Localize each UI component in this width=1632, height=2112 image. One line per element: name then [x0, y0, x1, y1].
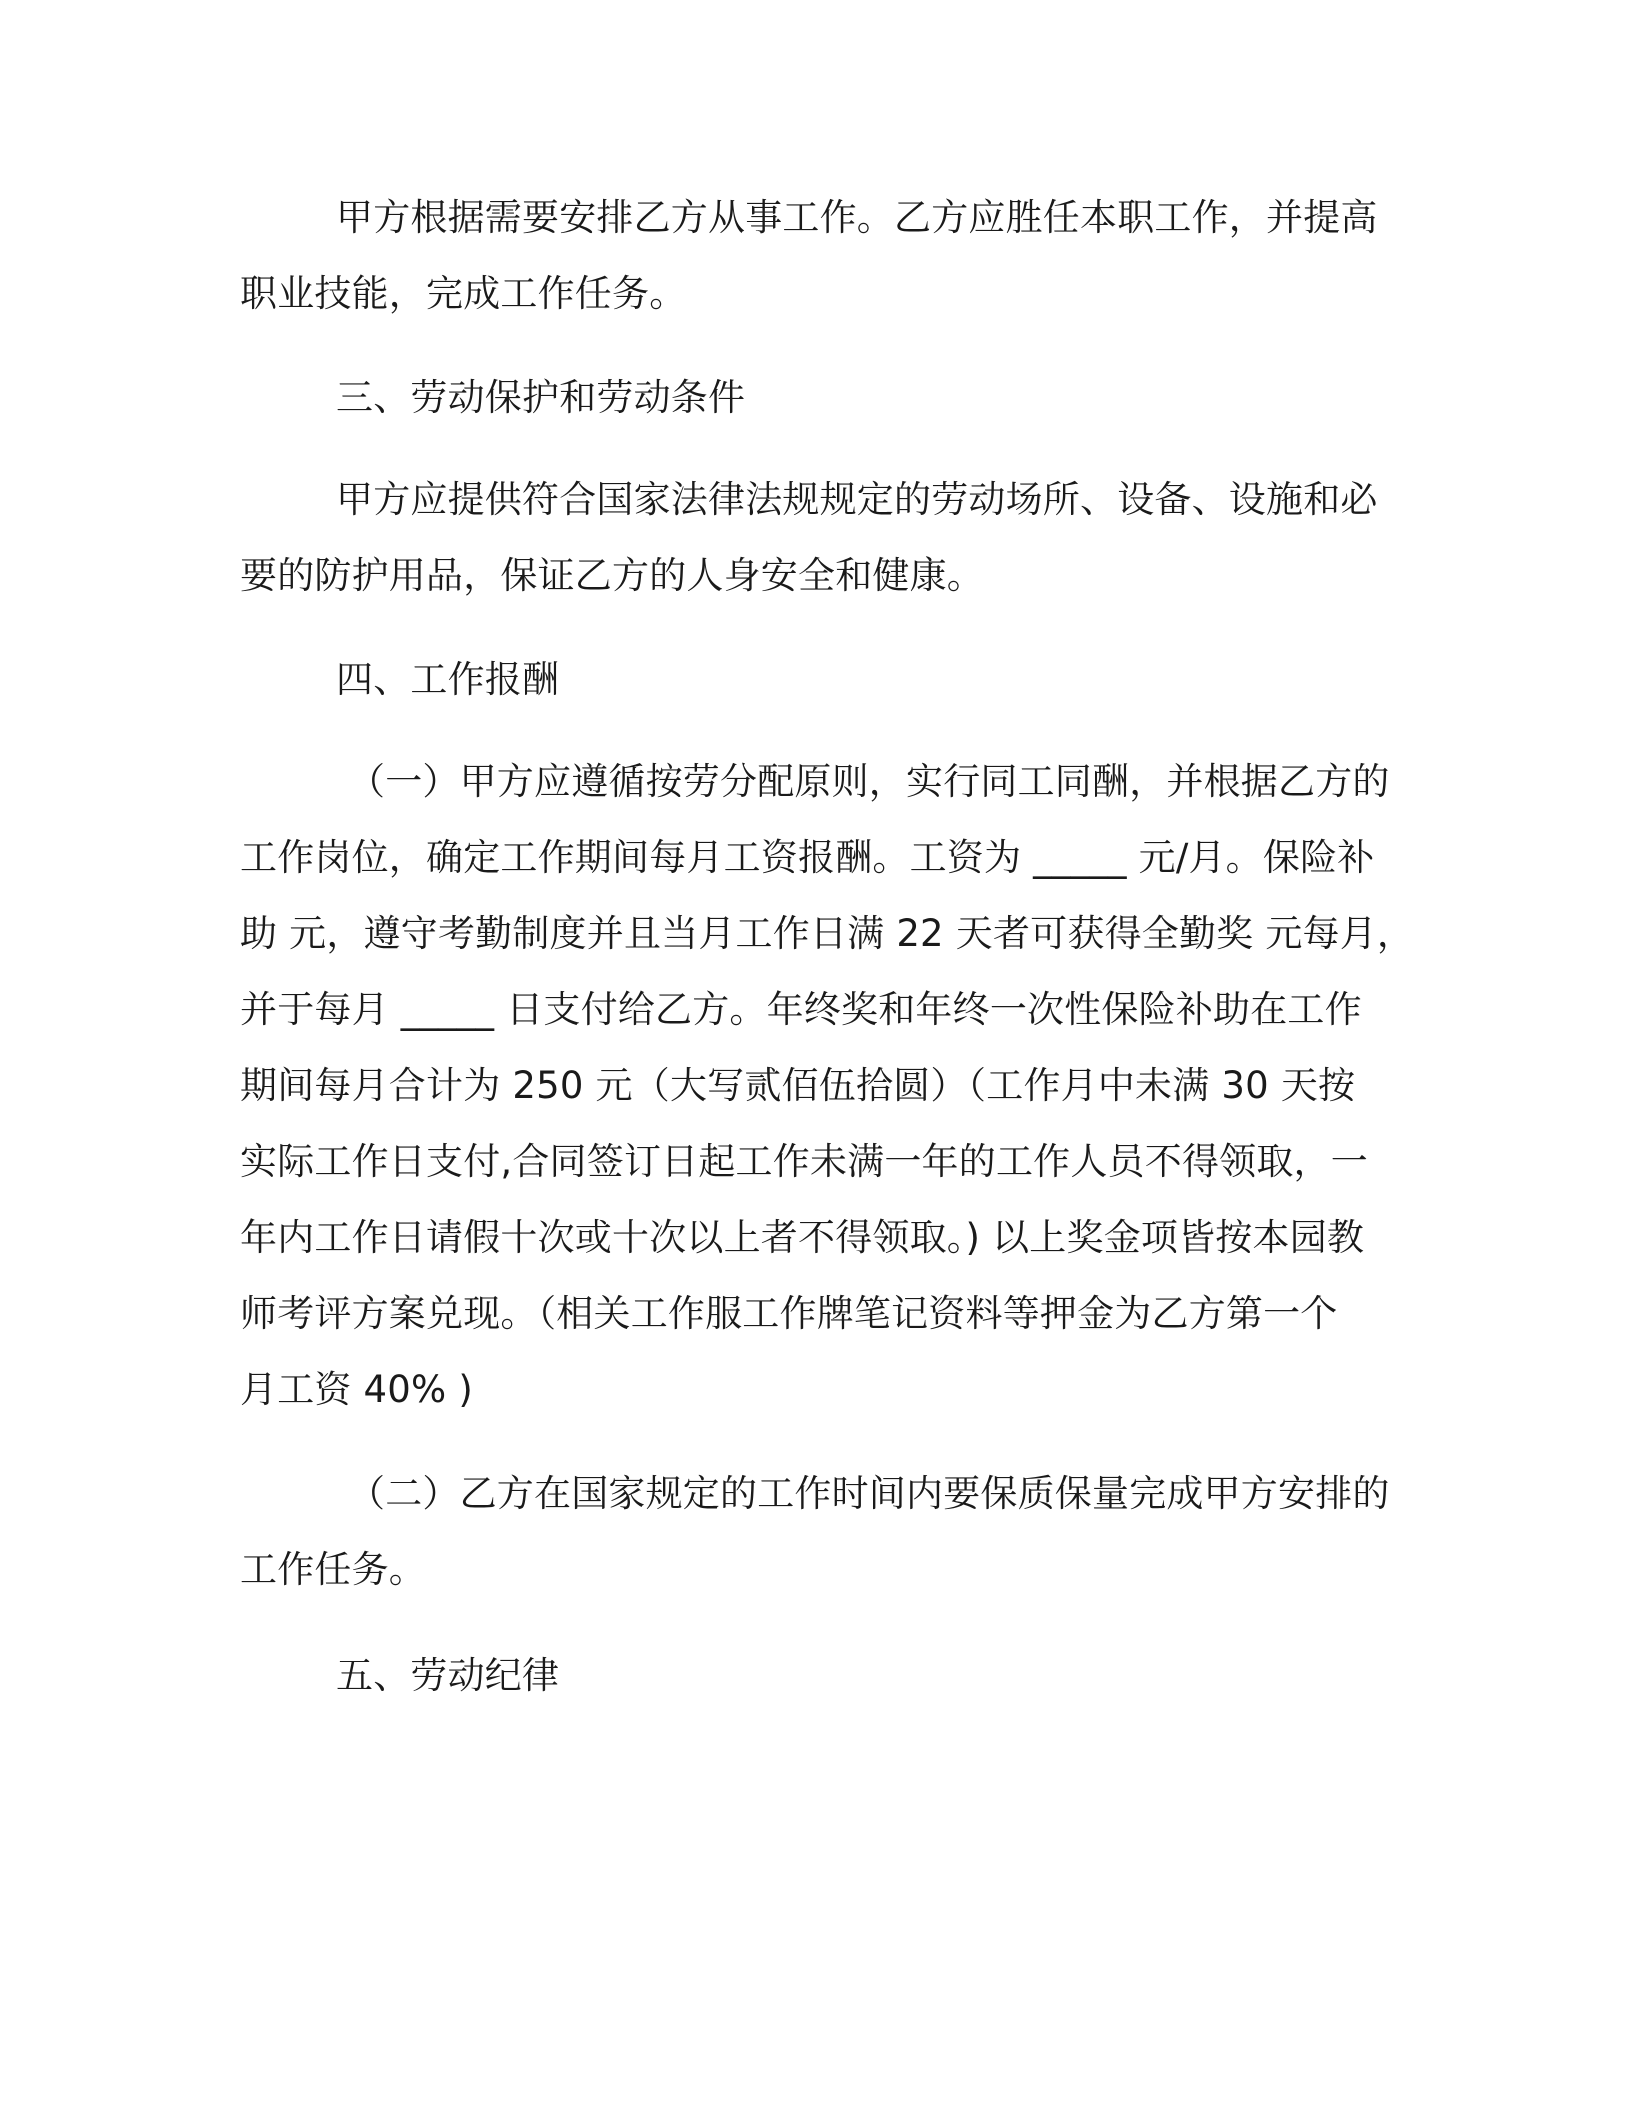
paragraph-4-line-2: 工作任务。 — [240, 1548, 426, 1591]
paragraph-3-line-8: 师考评方案兑现。（相关工作服工作牌笔记资料等押金为乙方第一个 — [240, 1292, 1338, 1335]
paragraph-3-line-1: （一）甲方应遵循按劳分配原则，实行同工同酬，并根据乙方的 — [348, 760, 1390, 803]
paragraph-3-line-5: 期间每月合计为 250 元（大写贰佰伍拾圆）（工作月中未满 30 天按 — [240, 1064, 1356, 1107]
paragraph-3-line-7: 年内工作日请假十次或十次以上者不得领取。) 以上奖金项皆按本园教 — [240, 1216, 1365, 1259]
paragraph-3-line-3: 助 元，遵守考勤制度并且当月工作日满 22 天者可获得全勤奖 元每月， — [240, 912, 1415, 955]
paragraph-2-line-1: 甲方应提供符合国家法律法规规定的劳动场所、设备、设施和必 — [336, 478, 1378, 521]
section-heading-5: 五、劳动纪律 — [336, 1654, 560, 1697]
paragraph-3-line-2: 工作岗位，确定工作期间每月工资报酬。工资为 _____ 元/月。保险补 — [240, 836, 1375, 879]
paragraph-2-line-2: 要的防护用品，保证乙方的人身安全和健康。 — [240, 554, 984, 597]
paragraph-1-line-1: 甲方根据需要安排乙方从事工作。乙方应胜任本职工作，并提高 — [336, 196, 1378, 239]
paragraph-4-line-1: （二）乙方在国家规定的工作时间内要保质保量完成甲方安排的 — [348, 1472, 1390, 1515]
section-heading-3: 三、劳动保护和劳动条件 — [336, 376, 746, 419]
paragraph-3-line-6: 实际工作日支付,合同签订日起工作未满一年的工作人员不得领取，一 — [240, 1140, 1368, 1183]
section-heading-4: 四、工作报酬 — [336, 658, 560, 701]
paragraph-3-line-4: 并于每月 _____ 日支付给乙方。年终奖和年终一次性保险补助在工作 — [240, 988, 1362, 1031]
paragraph-1-line-2: 职业技能，完成工作任务。 — [240, 272, 687, 315]
paragraph-3-line-9: 月工资 40% ) — [240, 1368, 473, 1411]
